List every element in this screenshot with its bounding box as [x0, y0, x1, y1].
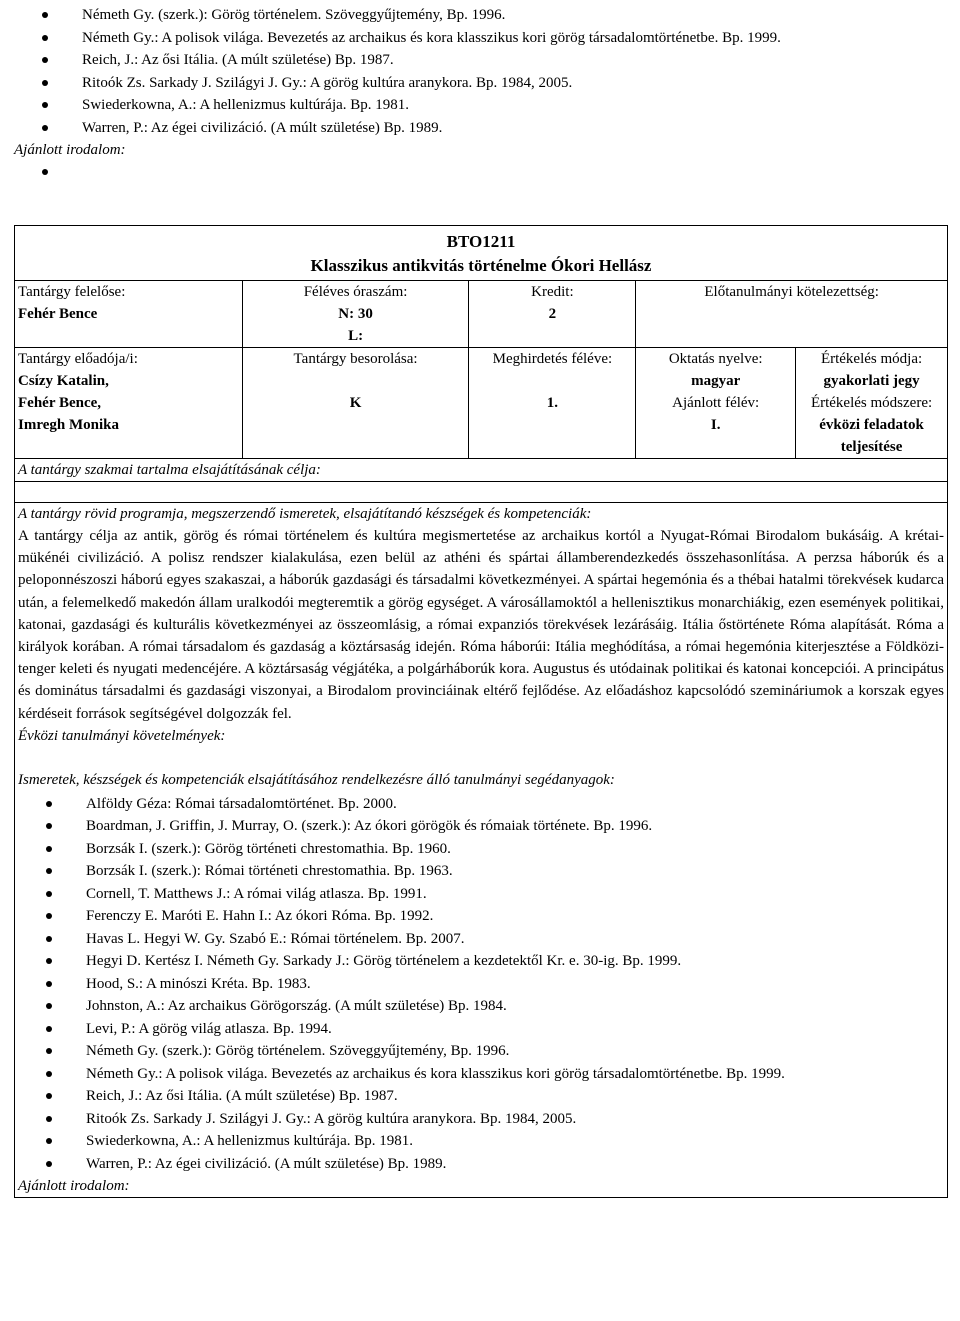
bullet-icon [42, 57, 48, 63]
list-item: Németh Gy.: A polisok világa. Bevezetés az archaikus és kora klasszikus kori görög társadalomtörténetbe. Bp. 1999. [14, 27, 948, 50]
hours-value-l: L: [348, 328, 364, 344]
list-item: Németh Gy. (szerk.): Görög történelem. Szöveggyűjtemény, Bp. 1996. [14, 4, 948, 27]
empty-list [14, 161, 948, 183]
list-item: Borzsák I. (szerk.): Római történeti chrestomathia. Bp. 1963. [18, 860, 944, 883]
eval-mode-value: gyakorlati jegy [823, 373, 920, 389]
lecturer-name: Fehér Bence, [18, 395, 102, 411]
language-value: magyar [691, 373, 741, 389]
goal-label: A tantárgy szakmai tartalma elsajátításának célja: [18, 462, 321, 478]
list-item: Havas L. Hegyi W. Gy. Szabó E.: Római történelem. Bp. 2007. [18, 928, 944, 951]
bottom-recommended-heading: Ajánlott irodalom: [18, 1178, 130, 1195]
list-item: Cornell, T. Matthews J.: A római világ atlasza. Bp. 1991. [18, 883, 944, 906]
responsible-label: Tantárgy felelőse: [18, 284, 126, 300]
eval-mode-label: Értékelés módja: [820, 351, 923, 367]
course-title: Klasszikus antikvitás történelme Ókori Hellász [310, 256, 652, 275]
bullet-icon [46, 936, 52, 942]
list-item: Németh Gy. (szerk.): Görög történelem. Szöveggyűjtemény, Bp. 1996. [18, 1040, 944, 1063]
bullet-icon [46, 1093, 52, 1099]
prereq-label: Előtanulmányi kötelezettség: [704, 284, 879, 300]
bullet-icon [46, 1026, 52, 1032]
bullet-icon [46, 1071, 52, 1077]
list-item: Hegyi D. Kertész I. Németh Gy. Sarkady J.: Görög történelem a kezdetektől Kr. e. 30-ig. Bp. 1999. [18, 950, 944, 973]
list-item: Ferenczy E. Maróti E. Hahn I.: Az ókori Róma. Bp. 1992. [18, 905, 944, 928]
materials-list [18, 793, 944, 1176]
document-page [14, 4, 948, 1198]
materials-label: Ismeretek, készségek és kompetenciák elsajátításához rendelkezésre álló tanulmányi segédanyagok: [18, 771, 615, 788]
credit-label: Kredit: [531, 284, 574, 300]
list-item: Warren, P.: Az égei civilizáció. (A múlt születése) Bp. 1989. [18, 1153, 944, 1176]
list-item: Alföldy Géza: Római társadalomtörténet. Bp. 2000. [18, 793, 944, 816]
list-item: Reich, J.: Az ősi Itália. (A múlt születése) Bp. 1987. [18, 1085, 944, 1108]
lecturer-name: Imregh Monika [18, 417, 119, 433]
bullet-icon [42, 80, 48, 86]
rec-semester-value: I. [710, 417, 721, 433]
course-table [14, 225, 948, 1198]
bullet-icon [42, 125, 48, 131]
bullet-icon [46, 846, 52, 852]
list-item: Johnston, A.: Az archaikus Görögország. (A múlt születése) Bp. 1984. [18, 995, 944, 1018]
list-item: Levi, P.: A görög világ atlasza. Bp. 1994. [18, 1018, 944, 1041]
bullet-icon [46, 1138, 52, 1144]
bullet-icon [46, 868, 52, 874]
bullet-icon [46, 981, 52, 987]
bullet-icon [42, 169, 48, 175]
bullet-icon [46, 958, 52, 964]
classification-label: Tantárgy besorolása: [293, 351, 418, 367]
hours-label: Féléves óraszám: [303, 284, 408, 300]
list-item: Németh Gy.: A polisok világa. Bevezetés az archaikus és kora klasszikus kori görög társadalomtörténetbe. Bp. 1999. [18, 1063, 944, 1086]
bullet-icon [46, 891, 52, 897]
list-item: Warren, P.: Az égei civilizáció. (A múlt születése) Bp. 1989. [14, 117, 948, 140]
language-label: Oktatás nyelve: [668, 351, 763, 367]
semester-value: 1. [546, 395, 558, 411]
bullet-icon [46, 1161, 52, 1167]
bullet-icon [42, 102, 48, 108]
responsible-value: Fehér Bence [18, 306, 98, 322]
bullet-icon [46, 1116, 52, 1122]
list-item: Boardman, J. Griffin, J. Murray, O. (szerk.): Az ókori görögök és rómaiak története. Bp. 1996. [18, 815, 944, 838]
bullet-icon [42, 12, 48, 18]
list-item: Reich, J.: Az ősi Itália. (A múlt születése) Bp. 1987. [14, 49, 948, 72]
bullet-icon [46, 801, 52, 807]
semester-label: Meghirdetés féléve: [492, 351, 613, 367]
lecturers-label: Tantárgy előadója/i: [18, 351, 138, 367]
course-code: BTO1211 [446, 232, 516, 251]
bullet-icon [46, 913, 52, 919]
list-item: Hood, S.: A minószi Kréta. Bp. 1983. [18, 973, 944, 996]
bullet-icon [46, 1003, 52, 1009]
list-item [14, 161, 948, 183]
list-item: Ritoók Zs. Sarkady J. Szilágyi J. Gy.: A görög kultúra aranykora. Bp. 1984, 2005. [18, 1108, 944, 1131]
lecturer-name: Csízy Katalin, [18, 373, 109, 389]
recommended-heading: Ajánlott irodalom: [14, 142, 126, 158]
bullet-icon [46, 823, 52, 829]
program-label: A tantárgy rövid programja, megszerzendő ismeretek, elsajátítandó készségek és kompetenciák: [18, 506, 592, 522]
list-item: Borzsák I. (szerk.): Görög történeti chrestomathia. Bp. 1960. [18, 838, 944, 861]
classification-value: K [349, 395, 362, 411]
credit-value: 2 [548, 306, 557, 322]
list-item: Swiederkowna, A.: A hellenizmus kultúrája. Bp. 1981. [18, 1130, 944, 1153]
list-item: Swiederkowna, A.: A hellenizmus kultúrája. Bp. 1981. [14, 94, 948, 117]
bullet-icon [42, 35, 48, 41]
eval-method-label: Értékelés módszere: [810, 395, 933, 411]
requirements-label: Évközi tanulmányi követelmények: [18, 727, 226, 744]
top-reference-list [14, 4, 948, 139]
bullet-icon [46, 1048, 52, 1054]
eval-method-value: évközi feladatok teljesítése [819, 417, 924, 455]
program-text: A tantárgy célja az antik, görög és római történelem és kultúra megismertetése az archaikus kortól a Nyugat-Római Birodalom bukásáig. A krétai-mükénéi civilizáció. A polisz rendszer kialakulása, ezen belül az athéni és spártai államberendezkedés összehasonlítása. A perzsa háborúk és a peloponnészoszi háború egyes szakaszai, a háborúk gazdasági és társadalmi következményei. A spártai hegemónia és a thébai hatalmi törekvések kudarca után, a felemelkedő makedón állam uralkodói megteremtik a görög egységet. A városállamoktól a hellenisztikus monarchiákig, ezen események politikai, katonai, gazdasági és kulturális következményei az összeomlásig, a római expanziós törekvések lezárásáig. Itália őstörténete Róma alapítását. Róma a királyok korában. A római társadalom és gazdaság a köztársaság idején. Róma háborúi: Itália meghódítása, a római hegemónia kiterjesztése a Földközi-tenger keleti és nyugati medencéjére. A köztársaság végjátéka, a polgárháborúk kora. Augustus és utódainak politikai és katonai koncepciói. A principátus és dominátus társadalmi és gazdasági viszonyai, a Birodalom provinciáinak eltérő fejlődése. Az előadáshoz kapcsolódó szemináriumok a korszak egyes kérdéseit források segítségével dolgozzák fel. [18, 528, 944, 722]
rec-semester-label: Ajánlott félév: [672, 395, 760, 411]
hours-value: N: 30 [338, 306, 373, 322]
list-item: Ritoók Zs. Sarkady J. Szilágyi J. Gy.: A görög kultúra aranykora. Bp. 1984, 2005. [14, 72, 948, 95]
